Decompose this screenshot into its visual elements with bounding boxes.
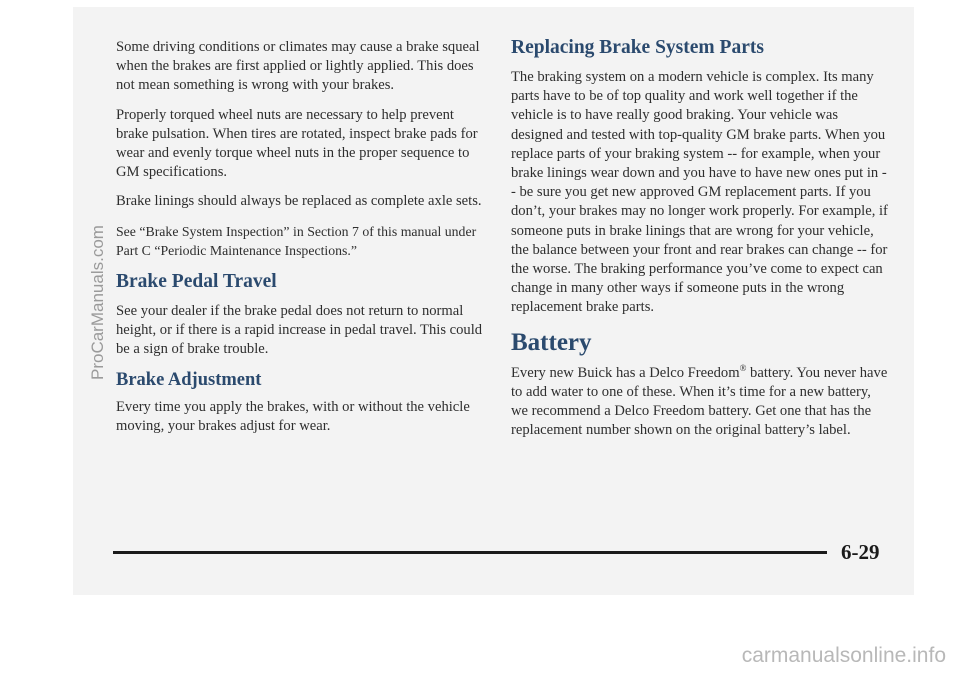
bottom-watermark: carmanualsonline.info <box>741 644 946 667</box>
battery-paragraph <box>511 364 891 441</box>
side-watermark: ProCarManuals.com <box>88 225 107 380</box>
battery-heading: Battery <box>511 328 592 356</box>
battery-text-rest: battery. You never have to add water to one of these. When it’s time for a new battery, we recommend a Delco Freedom battery. Get one that has the replacement number shown on the original battery’s label. <box>511 364 888 439</box>
brake-adjustment-paragraph: Every time you apply the brakes, with or without the vehicle moving, your brakes adjust for wear. <box>116 398 470 434</box>
brake-adjustment-heading: Brake Adjustment <box>116 369 262 390</box>
brake-squeal-paragraph: Some driving conditions or climates may cause a brake squeal when the brakes are first applied or lightly applied. This does not mean something is wrong with your brakes. <box>116 39 480 94</box>
right-column <box>511 37 891 450</box>
page-number: 6-29 <box>841 540 880 564</box>
inspection-reference-paragraph: See “Brake System Inspection” in Section 7 of this manual under Part C “Periodic Maintenance Inspections.” <box>116 223 477 258</box>
wheel-nuts-paragraph: Properly torqued wheel nuts are necessary to help prevent brake pulsation. When tires are rotated, inspect brake pads for wear and evenly torque wheel nuts in the proper sequence to GM specifications. <box>116 106 478 181</box>
manual-page <box>73 7 914 595</box>
replacing-brake-parts-heading: Replacing Brake System Parts <box>511 37 764 58</box>
pedal-travel-paragraph: See your dealer if the brake pedal does not return to normal height, or if there is a rapid increase in pedal travel. This could be a sign of brake trouble. <box>116 303 483 358</box>
brake-pedal-travel-heading: Brake Pedal Travel <box>116 271 277 293</box>
left-column <box>116 38 486 446</box>
battery-text-start: Every new Buick has a Delco Freedom <box>511 364 740 381</box>
footer-rule <box>113 551 827 554</box>
registered-mark: ® <box>739 362 747 373</box>
brake-linings-paragraph: Brake linings should always be replaced as complete axle sets. <box>116 193 482 210</box>
replacing-parts-paragraph: The braking system on a modern vehicle is complex. Its many parts have to be of top quality and work well together if the vehicle is to have really good braking. Your vehicle was designed and tested with top-quality GM brake parts. When you replace parts of your braking system -- for example, when your brake linings wear down and you have to have new ones put in -- be sure you get new approved GM replacement parts. If you don’t, your brakes may no longer work properly. For example, if someone puts in brake linings that are wrong for your vehicle, the balance between your front and rear brakes can change -- for the worse. The braking performance you’ve come to expect can change in many other ways if someone puts in the wrong replacement brake parts. <box>511 69 888 316</box>
